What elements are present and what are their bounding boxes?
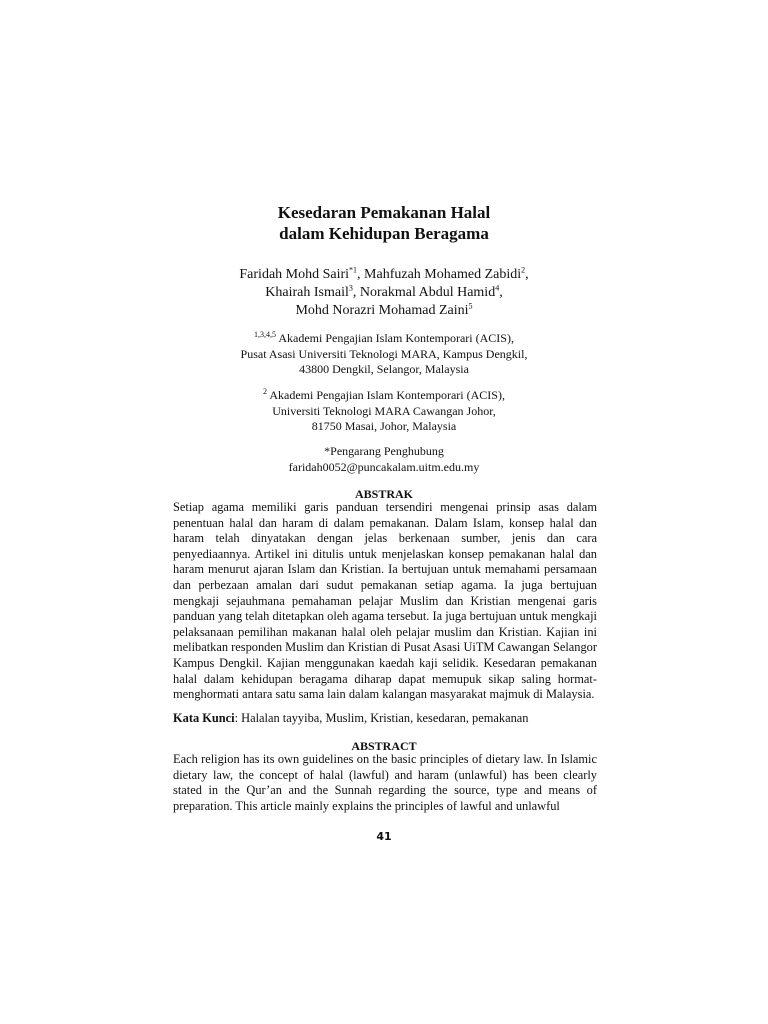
affiliation-1	[0, 331, 768, 378]
affiliation-address: 43800 Dengkil, Selangor, Malaysia	[299, 362, 469, 376]
abstract-text: Each religion has its own guidelines on the basic principles of dietary law. In Islamic dietary law, the concept of halal (lawful) and haram (unlawful) has been clearly stated in the Qur’an and the Sunnah regarding the source, type and means of preparation. This article mainly explains the principles of lawful and unlawful	[173, 752, 597, 813]
author-name: Norakmal Abdul Hamid	[359, 285, 496, 300]
abstract-heading: ABSTRACT	[351, 739, 417, 753]
keywords	[173, 711, 597, 727]
author-superscript: 2	[521, 265, 526, 275]
affiliation-2	[0, 388, 768, 435]
corresponding-email[interactable]: faridah0052@puncakalam.uitm.edu.my	[288, 459, 480, 474]
affiliation-institute: Akademi Pengajian Islam Kontemporari (ACIS),	[269, 388, 505, 402]
affiliation-superscript: 2	[263, 387, 268, 396]
keywords-text: : Halalan tayyiba, Muslim, Kristian, kesedaran, pemakanan	[234, 711, 529, 725]
author-list	[0, 266, 768, 320]
author-name: Mahfuzah Mohamed Zabidi	[364, 267, 522, 282]
author-name: Khairah Ismail	[265, 285, 349, 300]
abstrak-heading: ABSTRAK	[354, 487, 413, 501]
affiliation-campus: Universiti Teknologi MARA Cawangan Johor,	[272, 403, 496, 418]
affiliation-institute: Akademi Pengajian Islam Kontemporari (ACIS),	[278, 331, 514, 345]
affiliation-superscript: 1,3,4,5	[254, 330, 277, 339]
author-line-2: Khairah Ismail$^3$, Norakmal Abdul Hamid$^4$,	[265, 283, 503, 300]
author-superscript: 3	[348, 283, 353, 293]
title-line-1: Kesedaran Pemakanan Halal	[277, 203, 491, 222]
abstrak-text: Setiap agama memiliki garis panduan tersendiri mengenai prinsip asas dalam penentuan halal dan haram di dalam pemakanan. Dalam Islam, konsep halal dan haram telah dinyatakan dengan jelas berkenaan sumber, jenis dan cara penyediaannya. Artikel ini ditulis untuk menjelaskan konsep pemakanan halal dan haram menurut ajaran Islam dan Kristian. Ia bertujuan untuk memahami persamaan dan perbezaan amalan dari sudut pemakanan setiap agama. Ia juga bertujuan mengkaji sejauhmana pemahaman pelajar Muslim dan Kristian mengenai garis panduan yang telah ditetapkan oleh agama tersebut. Ia juga bertujuan untuk mengkaji pelaksanaan pemilihan makanan halal oleh pelajar muslim dan Kristian. Kajian ini melibatkan responden Muslim dan Kristian di Pusat Asasi UiTM Cawangan Selangor Kampus Dengkil. Kajian menggunakan kaedah kaji selidik. Kesedaran pemakanan halal dalam kehidupan beragama diharap dapat memupuk sikap saling hormat-menghormati antara satu sama lain dalam kalangan masyarakat majmuk di Malaysia.	[173, 500, 597, 702]
page-number: 41	[376, 830, 392, 843]
affiliation-campus: Pusat Asasi Universiti Teknologi MARA, Kampus Dengkil,	[240, 346, 528, 361]
paper-title	[0, 202, 768, 244]
author-name: Mohd Norazri Mohamad Zaini	[295, 303, 469, 318]
corresponding-author	[0, 444, 768, 475]
author-superscript: 4	[495, 283, 500, 293]
affiliation-address: 81750 Masai, Johor, Malaysia	[311, 419, 457, 433]
author-superscript: 5	[468, 301, 473, 311]
keywords-label: Kata Kunci	[173, 711, 235, 725]
author-line-3	[0, 302, 768, 320]
author-name: Faridah Mohd Sairi	[239, 267, 350, 282]
author-line-1: Faridah Mohd Sairi$^{*1}$, Mahfuzah Mohamed Zabidi$^2$,	[239, 265, 529, 282]
corresponding-label: *Pengarang Penghubung	[324, 444, 444, 458]
author-superscript: *1	[349, 265, 358, 275]
title-line-2: dalam Kehidupan Beragama	[279, 224, 489, 243]
